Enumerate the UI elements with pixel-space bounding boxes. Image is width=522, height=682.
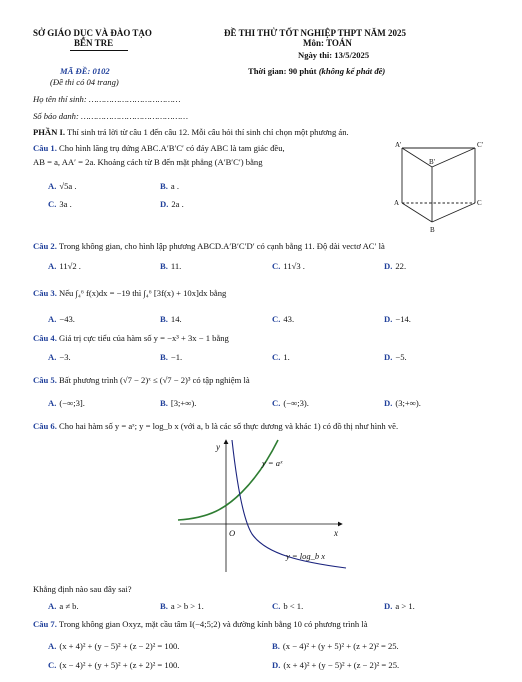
option-text: (x − 4)² + (y + 5)² + (z + 2)² = 25.: [282, 641, 399, 651]
exam-title: ĐỀ THI THỬ TỐT NGHIỆP THPT NĂM 2025: [224, 28, 406, 38]
q3-text: Nếu ∫₄⁶ f(x)dx = −19 thì ∫₄⁶ [3f(x) + 10x]dx bằng: [56, 288, 227, 298]
exam-code: MÃ ĐỀ: 0102: [60, 66, 110, 76]
option-letter: A.: [48, 261, 57, 271]
option-text: (−∞;3].: [59, 398, 85, 408]
option-text: −43.: [59, 314, 75, 324]
time-note: (không kể phát đề): [318, 66, 386, 76]
exp-curve: [178, 440, 278, 520]
q6-option-a[interactable]: [48, 601, 79, 611]
q1-option-b[interactable]: [160, 181, 179, 191]
q7-stem: [33, 619, 368, 629]
option-letter: C.: [272, 601, 281, 611]
option-letter: C.: [272, 261, 281, 271]
header-underline: [70, 50, 128, 51]
q4-option-d[interactable]: [384, 352, 407, 362]
option-letter: B.: [160, 261, 168, 271]
q2-text: Trong không gian, cho hình lập phương ABCD.A′B′C′D′ có cạnh bằng 11. Độ dài vectơ AC′ là: [56, 241, 385, 251]
option-text: (x − 4)² + (y + 5)² + (z + 2)² = 100.: [59, 660, 180, 670]
q7-option-c[interactable]: [48, 660, 179, 670]
edge-b1c1: [432, 148, 475, 167]
option-text: 22.: [395, 261, 407, 271]
option-letter: D.: [384, 261, 393, 271]
q1-option-d[interactable]: [160, 199, 184, 209]
q3-stem: [33, 288, 226, 298]
q7-text: Trong không gian Oxyz, mặt cầu tâm I(−4;5;2) và đường kính bằng 10 có phương trình là: [56, 619, 368, 629]
q4-stem: [33, 333, 229, 343]
option-text: a > 1.: [395, 601, 415, 611]
option-text: (−∞;3).: [283, 398, 309, 408]
prism-figure: [392, 140, 488, 236]
q7-option-b[interactable]: [272, 641, 399, 651]
option-text: (x + 4)² + (y − 5)² + (z − 2)² = 25.: [283, 660, 400, 670]
option-text: a ≠ b.: [59, 601, 79, 611]
q4-option-c[interactable]: [272, 352, 290, 362]
option-letter: B.: [160, 398, 168, 408]
part1-label: PHẦN I.: [33, 127, 65, 137]
label-c1: C': [477, 141, 483, 149]
option-text: 43.: [283, 314, 295, 324]
q6-prompt: Khẳng định nào sau đây sai?: [33, 584, 132, 594]
q7-option-d[interactable]: [272, 660, 399, 670]
q3-option-b[interactable]: [160, 314, 182, 324]
q1-option-c[interactable]: [48, 199, 72, 209]
option-letter: C.: [272, 398, 281, 408]
option-text: (x + 4)² + (y − 5)² + (z − 2)² = 100.: [59, 641, 180, 651]
candidate-id-line: Số báo danh: ……………………………………: [33, 111, 188, 121]
q3-option-c[interactable]: [272, 314, 294, 324]
log-curve-label: y = log_b x: [286, 551, 326, 561]
q6-graph: [170, 436, 350, 576]
time-label: Thời gian: 90 phút: [248, 66, 317, 76]
q2-option-c[interactable]: [272, 261, 305, 271]
option-text: [3;+∞).: [170, 398, 197, 408]
option-letter: A.: [48, 641, 57, 651]
q4-option-b[interactable]: [160, 352, 182, 362]
option-text: 14.: [170, 314, 182, 324]
y-axis-label: y: [216, 442, 220, 452]
dept-name: SỞ GIÁO DỤC VÀ ĐÀO TẠO: [33, 28, 152, 38]
q4-number: Câu 4.: [33, 333, 57, 343]
q1-number: Câu 1.: [33, 143, 57, 153]
option-letter: B.: [160, 352, 168, 362]
option-letter: D.: [272, 660, 281, 670]
q5-option-b[interactable]: [160, 398, 196, 408]
option-text: −5.: [395, 352, 407, 362]
q6-option-b[interactable]: [160, 601, 204, 611]
option-text: a > b > 1.: [170, 601, 204, 611]
option-letter: A.: [48, 314, 57, 324]
q3-number: Câu 3.: [33, 288, 57, 298]
log-curve: [232, 440, 346, 568]
q5-text: Bất phương trình (√7 − 2)ˣ ≤ (√7 − 2)³ có tập nghiệm là: [56, 375, 250, 385]
option-letter: A.: [48, 398, 57, 408]
option-text: −3.: [59, 352, 71, 362]
label-b: B: [430, 226, 435, 234]
option-text: 11.: [170, 261, 182, 271]
option-text: (3;+∞).: [395, 398, 421, 408]
option-text: 1.: [283, 352, 290, 362]
q2-option-a[interactable]: [48, 261, 81, 271]
option-letter: D.: [384, 398, 393, 408]
option-text: b < 1.: [283, 601, 304, 611]
edge-ab: [402, 203, 432, 222]
candidate-name-line: Họ tên thí sinh: ………………………………: [33, 94, 181, 104]
option-text: 11√2 .: [59, 261, 81, 271]
option-letter: C.: [272, 314, 281, 324]
option-letter: D.: [384, 352, 393, 362]
q6-number: Câu 6.: [33, 421, 57, 431]
q6-text: Cho hai hàm số y = aˣ; y = log_b x (với a, b là các số thực dương và khác 1) có đồ thị như hình vẽ.: [56, 421, 399, 431]
option-text: √5a .: [59, 181, 77, 191]
q4-option-a[interactable]: [48, 352, 71, 362]
q5-stem: [33, 375, 250, 385]
option-letter: C.: [48, 199, 57, 209]
q5-option-c[interactable]: [272, 398, 309, 408]
part1-instruction: [33, 127, 349, 137]
option-letter: D.: [160, 199, 169, 209]
option-letter: A.: [48, 601, 57, 611]
option-letter: D.: [384, 314, 393, 324]
option-text: −1.: [170, 352, 183, 362]
q7-option-a[interactable]: [48, 641, 179, 651]
q6-option-c[interactable]: [272, 601, 303, 611]
option-text: −14.: [395, 314, 411, 324]
option-text: a .: [170, 181, 180, 191]
time-allowed: [248, 66, 385, 76]
q1-text1: Cho hình lăng trụ đứng ABC.A′B′C′ có đáy ABC là tam giác đều,: [56, 143, 285, 153]
exp-curve-label: y = aˣ: [262, 458, 283, 468]
q2-option-d[interactable]: [384, 261, 406, 271]
q2-stem: [33, 241, 385, 251]
q6-option-d[interactable]: [384, 601, 415, 611]
origin-label: O: [229, 528, 236, 538]
option-letter: B.: [272, 641, 280, 651]
option-letter: A.: [48, 181, 57, 191]
q5-option-d[interactable]: [384, 398, 421, 408]
q5-number: Câu 5.: [33, 375, 57, 385]
option-letter: C.: [272, 352, 281, 362]
edge-bc: [432, 203, 475, 222]
part1-text: Thí sinh trả lời từ câu 1 đến câu 12. Mỗi câu hỏi thí sinh chỉ chọn một phương án.: [65, 127, 349, 137]
q7-number: Câu 7.: [33, 619, 57, 629]
q4-text: Giá trị cực tiểu của hàm số y = −x³ + 3x − 1 bằng: [56, 333, 229, 343]
option-letter: A.: [48, 352, 57, 362]
q5-option-a[interactable]: [48, 398, 85, 408]
q1-stem-line1: [33, 143, 285, 153]
option-text: 11√3 .: [283, 261, 305, 271]
label-a1: A': [395, 141, 402, 149]
option-letter: C.: [48, 660, 57, 670]
label-c: C: [477, 199, 482, 207]
exam-date: Ngày thi: 13/5/2025: [298, 50, 370, 60]
label-b1: B': [429, 158, 435, 166]
option-letter: B.: [160, 314, 168, 324]
q2-option-b[interactable]: [160, 261, 181, 271]
q6-stem: [33, 421, 398, 431]
page-count: (Đề thi có 04 trang): [50, 77, 119, 87]
option-text: 2a .: [171, 199, 184, 209]
option-letter: B.: [160, 181, 168, 191]
edge-a1b1: [402, 148, 432, 167]
option-text: 3a .: [59, 199, 72, 209]
q1-text2: AB = a, AA′ = 2a. Khoảng cách từ B đến mặt phẳng (A′B′C′) bằng: [33, 157, 263, 167]
option-letter: B.: [160, 601, 168, 611]
subject: Môn: TOÁN: [303, 38, 352, 48]
q3-option-d[interactable]: [384, 314, 411, 324]
q2-number: Câu 2.: [33, 241, 57, 251]
x-axis-label: x: [334, 528, 338, 538]
option-letter: D.: [384, 601, 393, 611]
q3-option-a[interactable]: [48, 314, 75, 324]
q1-option-a[interactable]: [48, 181, 76, 191]
label-a: A: [394, 199, 400, 207]
province-name: BẾN TRE: [74, 38, 114, 48]
